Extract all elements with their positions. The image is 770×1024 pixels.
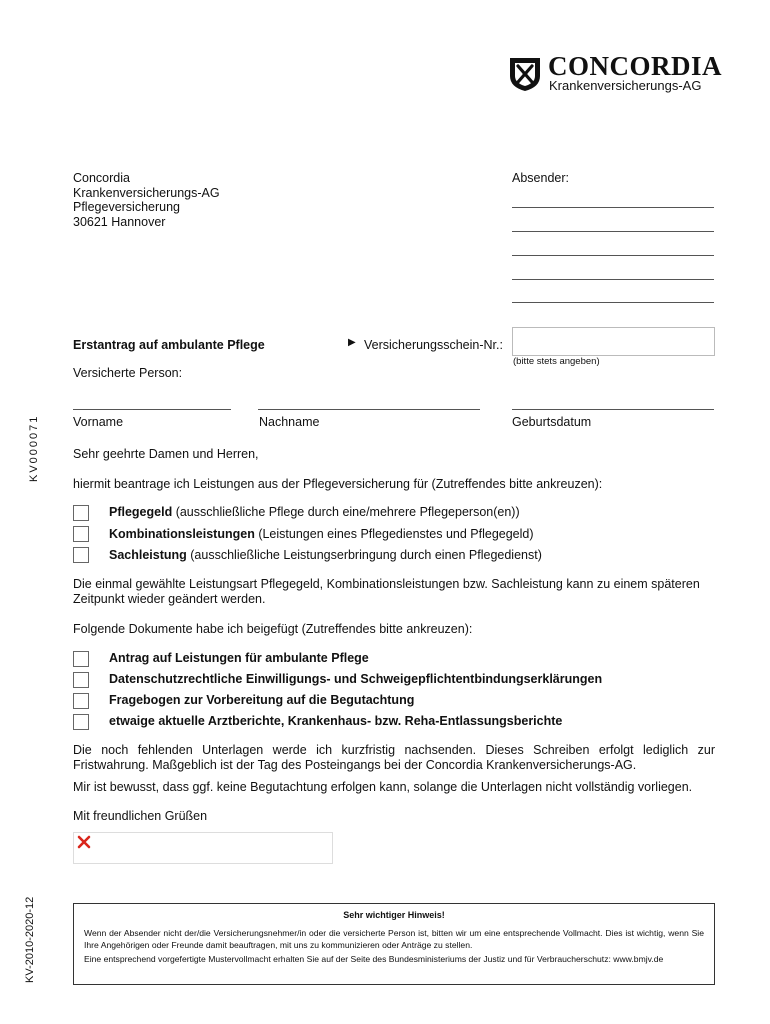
sender-line-3[interactable] — [512, 255, 714, 256]
sender-line-5[interactable] — [512, 302, 714, 303]
benefit-checkbox-pflegegeld[interactable] — [73, 505, 89, 521]
signature-cross-icon — [77, 835, 91, 849]
document-label-antrag: Antrag auf Leistungen für ambulante Pflege — [109, 651, 369, 665]
document-label-datenschutz: Datenschutzrechtliche Einwilligungs- und Schweigepflichtentbindungserklärungen — [109, 672, 603, 686]
first-name-field[interactable] — [73, 409, 231, 410]
benefit-option-pflegegeld: Pflegegeld (ausschließliche Pflege durch eine/mehrere Pflegeperson(en)) — [109, 505, 520, 519]
closing: Mit freundlichen Grüßen — [73, 809, 208, 823]
insurance-number-hint: (bitte stets angeben) — [513, 356, 600, 367]
benefit-option-kombination: Kombinationsleistungen (Leistungen eines Pflegedienstes und Pflegegeld) — [109, 527, 534, 541]
address-line: Pflegeversicherung — [73, 200, 181, 214]
greeting: Sehr geehrte Damen und Herren, — [73, 447, 259, 461]
notice-title: Sehr wichtiger Hinweis! — [343, 910, 445, 920]
important-notice — [73, 903, 715, 985]
change-note: Die einmal gewählte Leistungsart Pflegegeld, Kombinationsleistungen bzw. Sachleistung kann zu einem späteren Zeitpunkt wieder geändert werden. — [73, 577, 700, 606]
logo-subtitle: Krankenversicherungs-AG — [549, 78, 702, 93]
assessment-note: Mir ist bewusst, dass ggf. keine Begutachtung erfolgen kann, solange die Unterlagen nicht vollständig vorliegen. — [73, 780, 693, 794]
document-checkbox-arztberichte[interactable] — [73, 714, 89, 730]
sender-line-4[interactable] — [512, 279, 714, 280]
last-name-label: Nachname — [259, 415, 320, 429]
triangle-pointer-icon: ▶ — [348, 337, 356, 348]
notice-paragraph-1: Wenn der Absender nicht der/die Versicherungsnehmer/in oder die versicherte Person ist, bitten wir um eine entsprechende Vollmacht. Dies ist wichtig, wenn Sie Ihre Angehörigen oder Freunde damit beauftragen, mit uns zu kommunizieren oder Anträge zu stellen. — [84, 928, 704, 950]
document-checkbox-datenschutz[interactable] — [73, 672, 89, 688]
shield-logo-icon — [508, 54, 542, 92]
document-checkbox-fragebogen[interactable] — [73, 693, 89, 709]
form-code: KV000071 — [28, 414, 40, 482]
document-checkbox-antrag[interactable] — [73, 651, 89, 667]
document-label-fragebogen: Fragebogen zur Vorbereitung auf die Begutachtung — [109, 693, 415, 707]
address-line: Concordia — [73, 171, 130, 185]
concordia-logo — [508, 51, 723, 94]
benefit-option-sachleistung: Sachleistung (ausschließliche Leistungserbringung durch einen Pflegedienst) — [109, 548, 542, 562]
form-title: Erstantrag auf ambulante Pflege — [73, 338, 265, 352]
last-name-field[interactable] — [258, 409, 480, 410]
insurance-number-label: Versicherungsschein-Nr.: — [364, 338, 503, 352]
sender-line-1[interactable] — [512, 207, 714, 208]
birth-date-label: Geburtsdatum — [512, 415, 592, 429]
version-code: KV-2010-2020-12 — [24, 896, 36, 983]
insured-person-label: Versicherte Person: — [73, 366, 183, 380]
documents-intro: Folgende Dokumente habe ich beigefügt (Zutreffendes bitte ankreuzen): — [73, 622, 473, 636]
sender-label: Absender: — [512, 171, 569, 185]
birth-date-field[interactable] — [512, 409, 714, 410]
first-name-label: Vorname — [73, 415, 124, 429]
missing-documents-note: Die noch fehlenden Unterlagen werde ich kurzfristig nachsenden. Dieses Schreiben erfolgt lediglich zur Fristwahrung. Maßgeblich ist der Tag des Posteingangs bei der Concordia Krankenversicherungs-AG. — [73, 743, 715, 772]
document-label-arztberichte: etwaige aktuelle Arztberichte, Krankenhaus- bzw. Reha-Entlassungsberichte — [109, 714, 563, 728]
benefit-checkbox-kombination[interactable] — [73, 526, 89, 542]
sender-line-2[interactable] — [512, 231, 714, 232]
notice-paragraph-2: Eine entsprechend vorgefertigte Mustervollmacht erhalten Sie auf der Seite des Bundesministeriums der Justiz und für Verbraucherschutz: www.bmjv.de — [84, 954, 664, 964]
address-line: 30621 Hannover — [73, 214, 166, 229]
logo-name: CONCORDIA — [548, 51, 723, 81]
recipient-address — [73, 171, 220, 229]
benefit-intro: hiermit beantrage ich Leistungen aus der Pflegeversicherung für (Zutreffendes bitte ankreuzen): — [73, 477, 603, 491]
signature-field[interactable] — [73, 832, 333, 864]
insurance-number-field[interactable] — [512, 327, 715, 356]
address-line: Krankenversicherungs-AG — [73, 185, 220, 200]
benefit-checkbox-sachleistung[interactable] — [73, 547, 89, 563]
